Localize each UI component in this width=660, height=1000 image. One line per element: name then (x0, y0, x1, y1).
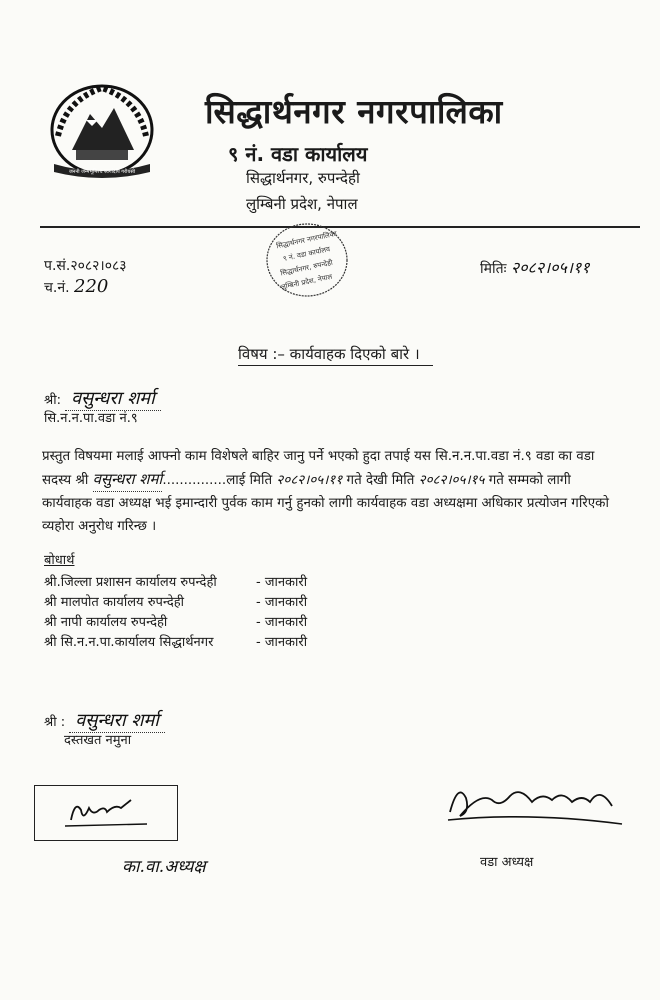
acting-chair-signature-icon (35, 786, 177, 840)
acting-chair-signature-box (34, 785, 178, 841)
dispatch-number-label: च.नं. (44, 280, 70, 296)
cc-item-3 (44, 612, 308, 630)
body-text-3: गते देखी मिति (346, 473, 415, 488)
body-text-2: लाई मिति (226, 473, 273, 488)
ward-chair-label: वडा अध्यक्ष (480, 855, 534, 870)
dispatch-number-value: 220 (74, 276, 109, 297)
specimen-caption: दस्तखत नमुना (64, 733, 132, 748)
svg-text:सिद्धार्थनगर नगरपालिका: सिद्धार्थनगर नगरपालिका (275, 229, 338, 251)
letter-date (480, 256, 590, 278)
svg-text:९ नं. वडा कार्यालय: ९ नं. वडा कार्यालय (282, 245, 331, 263)
address-line-1: सिद्धार्थनगर, रुपन्देही (246, 169, 360, 187)
cc-purpose: - जानकारी (256, 595, 308, 610)
cc-item-2 (44, 592, 308, 610)
date-value: २०८२।०५।११ (510, 258, 590, 277)
svg-text:सिद्धार्थनगर, रुपन्देही: सिद्धार्थनगर, रुपन्देही (279, 258, 334, 278)
ward-chair-signature-icon (440, 772, 630, 832)
nepal-emblem-icon (46, 80, 158, 182)
address-line-2: लुम्बिनी प्रदेश, नेपाल (246, 195, 358, 213)
to-date: २०८२।०५।१५ (418, 473, 485, 488)
cc-office: श्री मालपोत कार्यालय रुपन्देही (44, 595, 185, 610)
date-label: मितिः (480, 261, 507, 277)
specimen-prefix: श्री : (44, 715, 66, 730)
addressee-prefix: श्री: (44, 393, 61, 408)
cc-purpose: - जानकारी (256, 615, 308, 630)
svg-text:जननी जन्मभूमिश्च स्वर्गादपि गर: जननी जन्मभूमिश्च स्वर्गादपि गरीयसी (68, 169, 136, 175)
fiscal-year-ref: प.सं.२०८२।०८३ (44, 258, 127, 274)
acting-chair-label: का.वा.अध्यक्ष (122, 857, 206, 877)
subject-underline (238, 365, 433, 366)
dispatch-number (44, 276, 108, 297)
municipality-title: सिद्धार्थनगर नगरपालिका (205, 92, 503, 131)
body-text-1: प्रस्तुत विषयमा मलाई आफ्नो काम विशेषले बाहिर जानु पर्ने भएको हुदा तपाई यस सि.न.न.पा.वडा नं.९ वडा का वडा सदस्य श्री (42, 449, 595, 488)
letter-body: प्रस्तुत विषयमा मलाई आफ्नो काम विशेषले बाहिर जानु पर्ने भएको हुदा तपाई यस सि.न.न.पा.वडा नं.९ वडा का वडा सदस्य श्री वसुन्धरा शर्मा...............लाई मिति २०८२।०५।११ गते देखी मिति २०८२।०५।१५ गते सम्मको लागी कार्यवाहक वडा अध्यक्ष भई इमान्दारी पुर्वक काम गर्नु हुनको लागी कार्यवाहक वडा अध्यक्षमा अधिकार प्रत्योजन गरिएको व्यहोरा अनुरोध गरिन्छ । (42, 449, 609, 534)
specimen-name: वसुन्धरा शर्मा (69, 708, 165, 733)
cc-item-1 (44, 572, 308, 590)
cc-heading: बोधार्थ (44, 553, 75, 568)
subject-line: विषय :– कार्यवाहक दिएको बारे । (238, 345, 420, 363)
cc-purpose: - जानकारी (256, 635, 308, 650)
cc-office: श्री नापी कार्यालय रुपन्देही (44, 615, 168, 630)
svg-text:लुम्बिनी प्रदेश, नेपाल: लुम्बिनी प्रदेश, नेपाल (280, 272, 333, 292)
cc-office: श्री.जिल्ला प्रशासन कार्यालय रुपन्देही (44, 575, 217, 590)
body-text-4: गते सम्मको लागी कार्यवाहक वडा अध्यक्ष भई इमान्दारी पुर्वक काम गर्नु हुनको लागी कार्यवाहक वडा अध्यक्षमा अधिकार प्रत्योजन गरिएको व्यहोरा अनुरोध गरिन्छ । (42, 473, 609, 534)
cc-purpose: - जानकारी (256, 575, 308, 590)
addressee-name: वसुन्धरा शर्मा (65, 386, 161, 411)
ward-office-name: ९ नं. वडा कार्यालय (228, 142, 368, 166)
addressee-office: सि.न.न.पा.वडा नं.९ (44, 411, 138, 426)
cc-item-4 (44, 632, 308, 650)
cc-office: श्री सि.न.न.पा.कार्यालय सिद्धार्थनगर (44, 635, 214, 650)
from-date: २०८२।०५।११ (276, 473, 343, 488)
office-stamp (262, 220, 352, 300)
member-name: वसुन्धरा शर्मा (93, 468, 163, 492)
